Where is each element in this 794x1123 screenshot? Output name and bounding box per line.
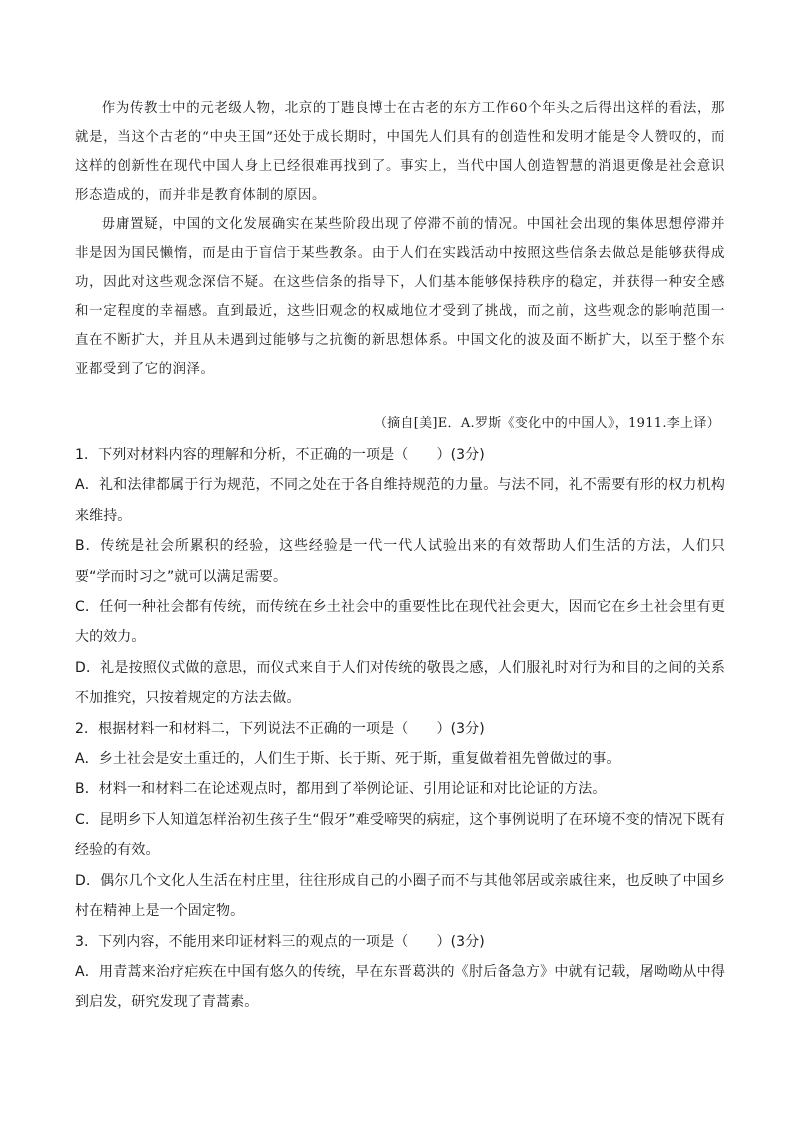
question-list [75, 440, 725, 1018]
passage-paragraph-1: 作为传教士中的元老级人物，北京的丁韪良博士在古老的东方工作60个年头之后得出这样的看法，那就是，当这个古老的“中央王国”还处于成长期时，中国先人们具有的创造性和发明才能是令人赞叹的，而这样的创新性在现代中国人身上已经很难再找到了。事实上，当代中国人创造智慧的消退更像是社会意识形态造成的，而并非是教育体制的原因。 [75, 101, 725, 203]
passage-citation: （摘自[美]E．A.罗斯《变化中的中国人》，1911.李上译） [373, 416, 720, 431]
question-3-stem: 3．下列内容，不能用来印证材料三的观点的一项是（ ）(3分) [75, 933, 485, 950]
reading-passage [75, 94, 725, 384]
question-2-option-c: C．昆明乡下人知道怎样治初生孩子生“假牙”难受啼哭的病症，这个事例说明了在环境不变的情况下既有经验的有效。 [75, 811, 725, 859]
question-2-option-b: B．材料一和材料二在论述观点时，都用到了举例论证、引用论证和对比论证的方法。 [75, 781, 607, 798]
question-1-option-b: B．传统是社会所累积的经验，这些经验是一代一代人试验出来的有效帮助人们生活的方法，人们只要“学而时习之”就可以满足需要。 [75, 538, 725, 585]
question-2-option-a: A．乡土社会是安土重迁的，人们生于斯、长于斯、死于斯，重复做着祖先曾做过的事。 [75, 751, 621, 768]
question-2-stem: 2．根据材料一和材料二，下列说法不正确的一项是（ ）(3分) [75, 720, 485, 737]
question-1-option-a: A．礼和法律都属于行为规范，不同之处在于各自维持规范的力量。与法不同，礼不需要有形的权力机构来维持。 [75, 477, 725, 524]
question-3-option-a: A．用青蒿来治疗疟疾在中国有悠久的传统，早在东晋葛洪的《肘后备急方》中就有记载，屠呦呦从中得到启发，研究发现了青蒿素。 [75, 963, 725, 1011]
passage-paragraph-2: 毋庸置疑，中国的文化发展确实在某些阶段出现了停滞不前的情况。中国社会出现的集体思想停滞并非是因为国民懒惰，而是由于盲信于某些教条。由于人们在实践活动中按照这些信条去做总是能够获得成功，因此对这些观念深信不疑。在这些信条的指导下，人们基本能够保持秩序的稳定，并获得一种安全感和一定程度的幸福感。直到最近，这些旧观念的权威地位才受到了挑战，而之前，这些观念的影响范围一直在不断扩大，并且从未遇到过能够与之抗衡的新思想体系。中国文化的波及面不断扩大，以至于整个东亚都受到了它的润泽。 [75, 217, 725, 377]
question-2-option-d: D．偶尔几个文化人生活在村庄里，往往形成自己的小圈子而不与其他邻居或亲戚往来，也反映了中国乡村在精神上是一个固定物。 [75, 872, 725, 920]
question-1-option-d: D．礼是按照仪式做的意思，而仪式来自于人们对传统的敬畏之感，人们服礼时对行为和目的之间的关系不加推究，只按着规定的方法去做。 [75, 659, 725, 707]
question-1-option-c: C．任何一种社会都有传统，而传统在乡土社会中的重要性比在现代社会更大，因而它在乡土社会里有更大的效力。 [75, 599, 725, 646]
question-1-stem: 1．下列对材料内容的理解和分析，不正确的一项是（ ）(3分) [75, 447, 485, 463]
